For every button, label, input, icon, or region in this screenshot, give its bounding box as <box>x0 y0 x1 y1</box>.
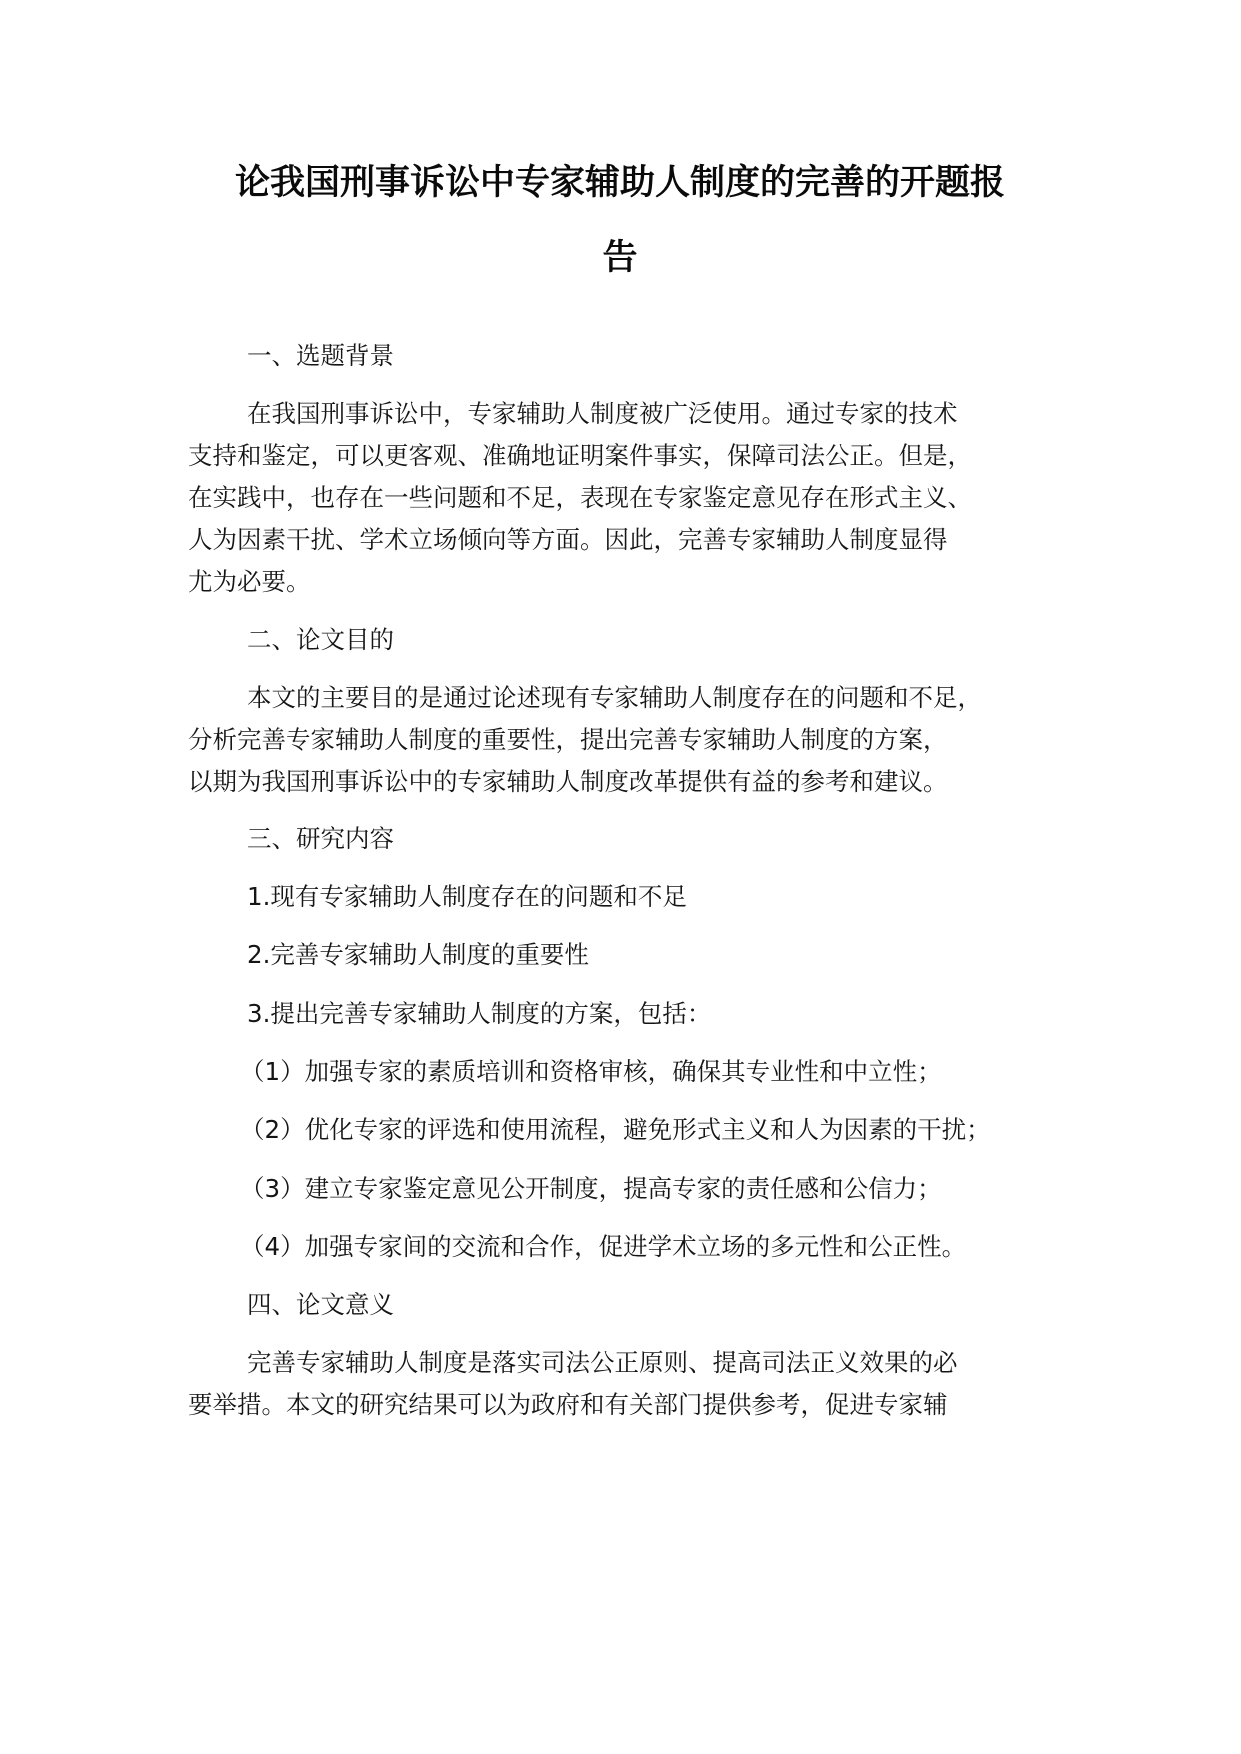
section-heading-content: 三、研究内容 <box>247 824 394 853</box>
sub-list-item: （3）建立专家鉴定意见公开制度，提高专家的责任感和公信力； <box>240 1174 942 1203</box>
paragraph-line: 在实践中，也存在一些问题和不足，表现在专家鉴定意见存在形式主义、 <box>188 483 972 512</box>
paragraph-line: 本文的主要目的是通过论述现有专家辅助人制度存在的问题和不足， <box>247 683 982 712</box>
paragraph-line: 分析完善专家辅助人制度的重要性，提出完善专家辅助人制度的方案， <box>188 725 948 754</box>
sub-list-item: （4）加强专家间的交流和合作，促进学术立场的多元性和公正性。 <box>240 1232 967 1261</box>
paragraph-line: 人为因素干扰、学术立场倾向等方面。因此，完善专家辅助人制度显得 <box>188 525 948 554</box>
document-title-line-2: 告 <box>602 238 638 278</box>
document-title-line-1: 论我国刑事诉讼中专家辅助人制度的完善的开题报 <box>234 163 1005 203</box>
sub-list-item: （1）加强专家的素质培训和资格审核，确保其专业性和中立性； <box>240 1057 942 1086</box>
list-item: 3.提出完善专家辅助人制度的方案，包括： <box>247 999 712 1028</box>
section-heading-background: 一、选题背景 <box>247 341 394 370</box>
paragraph-line: 尤为必要。 <box>188 567 311 596</box>
section-heading-purpose: 二、论文目的 <box>247 625 394 654</box>
list-item: 1.现有专家辅助人制度存在的问题和不足 <box>247 882 687 911</box>
paragraph-line: 要举措。本文的研究结果可以为政府和有关部门提供参考，促进专家辅 <box>188 1390 948 1419</box>
section-heading-significance: 四、论文意义 <box>247 1290 394 1319</box>
paragraph-line: 以期为我国刑事诉讼中的专家辅助人制度改革提供有益的参考和建议。 <box>188 767 948 796</box>
paragraph-line: 在我国刑事诉讼中，专家辅助人制度被广泛使用。通过专家的技术 <box>247 399 958 428</box>
paragraph-line: 支持和鉴定，可以更客观、准确地证明案件事实，保障司法公正。但是， <box>188 441 972 470</box>
list-item: 2.完善专家辅助人制度的重要性 <box>247 940 589 969</box>
paragraph-line: 完善专家辅助人制度是落实司法公正原则、提高司法正义效果的必 <box>247 1348 958 1377</box>
sub-list-item: （2）优化专家的评选和使用流程，避免形式主义和人为因素的干扰； <box>240 1115 991 1144</box>
